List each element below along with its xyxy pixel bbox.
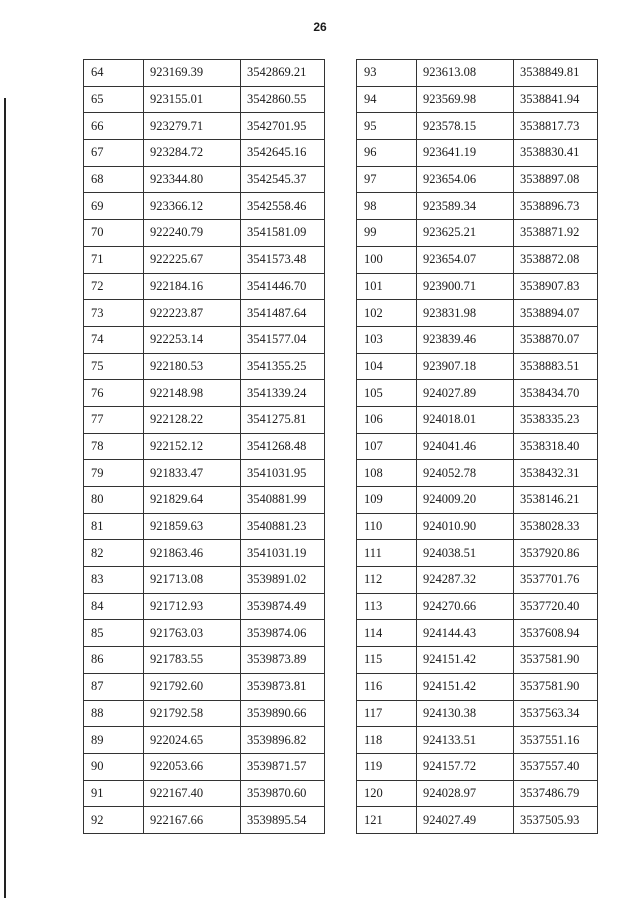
table-row <box>357 620 598 647</box>
point-number-cell: 90 <box>84 753 144 780</box>
table-row <box>357 727 598 754</box>
table-row <box>357 647 598 674</box>
y-coordinate-cell: 3539890.66 <box>241 700 325 727</box>
x-coordinate-cell: 923641.19 <box>417 140 514 167</box>
y-coordinate-cell: 3539873.89 <box>241 647 325 674</box>
y-coordinate-cell: 3539895.54 <box>241 807 325 834</box>
table-row <box>357 406 598 433</box>
y-coordinate-cell: 3542645.16 <box>241 140 325 167</box>
x-coordinate-cell: 921859.63 <box>144 513 241 540</box>
table-row <box>357 246 598 273</box>
table-row <box>84 220 325 247</box>
point-number-cell: 111 <box>357 540 417 567</box>
x-coordinate-cell: 924027.49 <box>417 807 514 834</box>
point-number-cell: 86 <box>84 647 144 674</box>
x-coordinate-cell: 922225.67 <box>144 246 241 273</box>
y-coordinate-cell: 3542701.95 <box>241 113 325 140</box>
point-number-cell: 89 <box>84 727 144 754</box>
table-row <box>357 60 598 87</box>
y-coordinate-cell: 3542860.55 <box>241 86 325 113</box>
point-number-cell: 109 <box>357 487 417 514</box>
table-row <box>84 593 325 620</box>
point-number-cell: 75 <box>84 353 144 380</box>
point-number-cell: 115 <box>357 647 417 674</box>
y-coordinate-cell: 3541355.25 <box>241 353 325 380</box>
x-coordinate-cell: 921792.60 <box>144 673 241 700</box>
point-number-cell: 71 <box>84 246 144 273</box>
point-number-cell: 116 <box>357 673 417 700</box>
point-number-cell: 78 <box>84 433 144 460</box>
y-coordinate-cell: 3537581.90 <box>514 673 598 700</box>
point-number-cell: 112 <box>357 567 417 594</box>
table-row <box>357 300 598 327</box>
table-row <box>357 753 598 780</box>
y-coordinate-cell: 3538830.41 <box>514 140 598 167</box>
x-coordinate-cell: 923169.39 <box>144 60 241 87</box>
x-coordinate-cell: 921783.55 <box>144 647 241 674</box>
table-row <box>84 300 325 327</box>
table-row <box>84 460 325 487</box>
x-coordinate-cell: 923578.15 <box>417 113 514 140</box>
table-row <box>357 193 598 220</box>
table-row <box>357 540 598 567</box>
point-number-cell: 64 <box>84 60 144 87</box>
point-number-cell: 66 <box>84 113 144 140</box>
y-coordinate-cell: 3541275.81 <box>241 406 325 433</box>
table-row <box>84 567 325 594</box>
point-number-cell: 93 <box>357 60 417 87</box>
y-coordinate-cell: 3541573.48 <box>241 246 325 273</box>
x-coordinate-cell: 924144.43 <box>417 620 514 647</box>
y-coordinate-cell: 3538907.83 <box>514 273 598 300</box>
y-coordinate-cell: 3537920.86 <box>514 540 598 567</box>
y-coordinate-cell: 3538146.21 <box>514 487 598 514</box>
table-row <box>357 166 598 193</box>
x-coordinate-cell: 924157.72 <box>417 753 514 780</box>
x-coordinate-cell: 921763.03 <box>144 620 241 647</box>
x-coordinate-cell: 922184.16 <box>144 273 241 300</box>
table-row <box>357 567 598 594</box>
y-coordinate-cell: 3539871.57 <box>241 753 325 780</box>
point-number-cell: 106 <box>357 406 417 433</box>
y-coordinate-cell: 3538883.51 <box>514 353 598 380</box>
x-coordinate-cell: 922180.53 <box>144 353 241 380</box>
table-row <box>357 433 598 460</box>
x-coordinate-cell: 924028.97 <box>417 780 514 807</box>
x-coordinate-cell: 922223.87 <box>144 300 241 327</box>
table-row <box>357 673 598 700</box>
y-coordinate-cell: 3539891.02 <box>241 567 325 594</box>
table-row <box>84 193 325 220</box>
point-number-cell: 67 <box>84 140 144 167</box>
point-number-cell: 96 <box>357 140 417 167</box>
y-coordinate-cell: 3538434.70 <box>514 380 598 407</box>
y-coordinate-cell: 3537563.34 <box>514 700 598 727</box>
point-number-cell: 79 <box>84 460 144 487</box>
point-number-cell: 92 <box>84 807 144 834</box>
table-row <box>84 700 325 727</box>
point-number-cell: 114 <box>357 620 417 647</box>
point-number-cell: 110 <box>357 513 417 540</box>
table-row <box>84 727 325 754</box>
table-row <box>84 807 325 834</box>
table-row <box>84 380 325 407</box>
y-coordinate-cell: 3541268.48 <box>241 433 325 460</box>
x-coordinate-cell: 924038.51 <box>417 540 514 567</box>
y-coordinate-cell: 3538028.33 <box>514 513 598 540</box>
x-coordinate-cell: 923344.80 <box>144 166 241 193</box>
y-coordinate-cell: 3537486.79 <box>514 780 598 807</box>
y-coordinate-cell: 3539870.60 <box>241 780 325 807</box>
table-row <box>357 273 598 300</box>
table-row <box>84 433 325 460</box>
coordinates-table-left <box>83 59 325 834</box>
table-row <box>357 140 598 167</box>
table-row <box>357 487 598 514</box>
point-number-cell: 82 <box>84 540 144 567</box>
y-coordinate-cell: 3538871.92 <box>514 220 598 247</box>
x-coordinate-cell: 923589.34 <box>417 193 514 220</box>
y-coordinate-cell: 3538841.94 <box>514 86 598 113</box>
coordinates-table-right <box>356 59 598 834</box>
table-row <box>357 593 598 620</box>
point-number-cell: 76 <box>84 380 144 407</box>
table-row <box>84 140 325 167</box>
x-coordinate-cell: 923284.72 <box>144 140 241 167</box>
point-number-cell: 107 <box>357 433 417 460</box>
x-coordinate-cell: 922240.79 <box>144 220 241 247</box>
point-number-cell: 80 <box>84 487 144 514</box>
y-coordinate-cell: 3538894.07 <box>514 300 598 327</box>
x-coordinate-cell: 923279.71 <box>144 113 241 140</box>
table-row <box>84 273 325 300</box>
table-row <box>84 647 325 674</box>
x-coordinate-cell: 924009.20 <box>417 487 514 514</box>
point-number-cell: 69 <box>84 193 144 220</box>
table-row <box>84 166 325 193</box>
point-number-cell: 95 <box>357 113 417 140</box>
point-number-cell: 99 <box>357 220 417 247</box>
point-number-cell: 68 <box>84 166 144 193</box>
y-coordinate-cell: 3539874.06 <box>241 620 325 647</box>
point-number-cell: 100 <box>357 246 417 273</box>
point-number-cell: 105 <box>357 380 417 407</box>
point-number-cell: 77 <box>84 406 144 433</box>
x-coordinate-cell: 923625.21 <box>417 220 514 247</box>
table-row <box>84 326 325 353</box>
table-row <box>357 86 598 113</box>
scan-edge-line <box>4 98 6 898</box>
x-coordinate-cell: 923654.06 <box>417 166 514 193</box>
point-number-cell: 97 <box>357 166 417 193</box>
y-coordinate-cell: 3542558.46 <box>241 193 325 220</box>
table-row <box>357 807 598 834</box>
table-row <box>84 86 325 113</box>
point-number-cell: 91 <box>84 780 144 807</box>
x-coordinate-cell: 923900.71 <box>417 273 514 300</box>
table-row <box>84 60 325 87</box>
x-coordinate-cell: 924287.32 <box>417 567 514 594</box>
table-row <box>84 540 325 567</box>
x-coordinate-cell: 922148.98 <box>144 380 241 407</box>
x-coordinate-cell: 924151.42 <box>417 647 514 674</box>
x-coordinate-cell: 923907.18 <box>417 353 514 380</box>
x-coordinate-cell: 924133.51 <box>417 727 514 754</box>
x-coordinate-cell: 922253.14 <box>144 326 241 353</box>
point-number-cell: 84 <box>84 593 144 620</box>
x-coordinate-cell: 921713.08 <box>144 567 241 594</box>
y-coordinate-cell: 3541581.09 <box>241 220 325 247</box>
x-coordinate-cell: 923155.01 <box>144 86 241 113</box>
point-number-cell: 72 <box>84 273 144 300</box>
point-number-cell: 85 <box>84 620 144 647</box>
x-coordinate-cell: 922024.65 <box>144 727 241 754</box>
point-number-cell: 120 <box>357 780 417 807</box>
point-number-cell: 88 <box>84 700 144 727</box>
point-number-cell: 94 <box>357 86 417 113</box>
y-coordinate-cell: 3541339.24 <box>241 380 325 407</box>
point-number-cell: 118 <box>357 727 417 754</box>
point-number-cell: 81 <box>84 513 144 540</box>
y-coordinate-cell: 3538870.07 <box>514 326 598 353</box>
table-row <box>84 487 325 514</box>
table-row <box>84 673 325 700</box>
y-coordinate-cell: 3538335.23 <box>514 406 598 433</box>
table-row <box>357 113 598 140</box>
x-coordinate-cell: 923366.12 <box>144 193 241 220</box>
x-coordinate-cell: 924018.01 <box>417 406 514 433</box>
table-row <box>357 353 598 380</box>
point-number-cell: 74 <box>84 326 144 353</box>
x-coordinate-cell: 924010.90 <box>417 513 514 540</box>
x-coordinate-cell: 921829.64 <box>144 487 241 514</box>
y-coordinate-cell: 3541446.70 <box>241 273 325 300</box>
table-row <box>84 353 325 380</box>
x-coordinate-cell: 924130.38 <box>417 700 514 727</box>
y-coordinate-cell: 3541031.95 <box>241 460 325 487</box>
table-row <box>357 780 598 807</box>
x-coordinate-cell: 921863.46 <box>144 540 241 567</box>
x-coordinate-cell: 924041.46 <box>417 433 514 460</box>
point-number-cell: 83 <box>84 567 144 594</box>
y-coordinate-cell: 3538897.08 <box>514 166 598 193</box>
y-coordinate-cell: 3541577.04 <box>241 326 325 353</box>
y-coordinate-cell: 3537505.93 <box>514 807 598 834</box>
y-coordinate-cell: 3539873.81 <box>241 673 325 700</box>
y-coordinate-cell: 3540881.99 <box>241 487 325 514</box>
point-number-cell: 119 <box>357 753 417 780</box>
point-number-cell: 73 <box>84 300 144 327</box>
point-number-cell: 98 <box>357 193 417 220</box>
y-coordinate-cell: 3537720.40 <box>514 593 598 620</box>
table-row <box>84 246 325 273</box>
x-coordinate-cell: 922167.40 <box>144 780 241 807</box>
x-coordinate-cell: 923613.08 <box>417 60 514 87</box>
y-coordinate-cell: 3538849.81 <box>514 60 598 87</box>
table-row <box>357 700 598 727</box>
point-number-cell: 104 <box>357 353 417 380</box>
y-coordinate-cell: 3537551.16 <box>514 727 598 754</box>
table-row <box>357 513 598 540</box>
table-row <box>357 220 598 247</box>
x-coordinate-cell: 923839.46 <box>417 326 514 353</box>
y-coordinate-cell: 3538318.40 <box>514 433 598 460</box>
table-row <box>84 406 325 433</box>
table-row <box>357 326 598 353</box>
x-coordinate-cell: 921833.47 <box>144 460 241 487</box>
y-coordinate-cell: 3537608.94 <box>514 620 598 647</box>
x-coordinate-cell: 922167.66 <box>144 807 241 834</box>
point-number-cell: 101 <box>357 273 417 300</box>
y-coordinate-cell: 3539874.49 <box>241 593 325 620</box>
point-number-cell: 102 <box>357 300 417 327</box>
y-coordinate-cell: 3538872.08 <box>514 246 598 273</box>
point-number-cell: 108 <box>357 460 417 487</box>
point-number-cell: 121 <box>357 807 417 834</box>
table-row <box>84 753 325 780</box>
y-coordinate-cell: 3538896.73 <box>514 193 598 220</box>
x-coordinate-cell: 923569.98 <box>417 86 514 113</box>
table-row <box>84 620 325 647</box>
x-coordinate-cell: 923654.07 <box>417 246 514 273</box>
x-coordinate-cell: 924270.66 <box>417 593 514 620</box>
point-number-cell: 117 <box>357 700 417 727</box>
y-coordinate-cell: 3539896.82 <box>241 727 325 754</box>
y-coordinate-cell: 3540881.23 <box>241 513 325 540</box>
y-coordinate-cell: 3542869.21 <box>241 60 325 87</box>
x-coordinate-cell: 923831.98 <box>417 300 514 327</box>
page-number: 26 <box>313 20 327 34</box>
point-number-cell: 87 <box>84 673 144 700</box>
table-row <box>357 380 598 407</box>
point-number-cell: 70 <box>84 220 144 247</box>
x-coordinate-cell: 921712.93 <box>144 593 241 620</box>
x-coordinate-cell: 924027.89 <box>417 380 514 407</box>
x-coordinate-cell: 922053.66 <box>144 753 241 780</box>
table-row <box>84 513 325 540</box>
y-coordinate-cell: 3541031.19 <box>241 540 325 567</box>
y-coordinate-cell: 3537701.76 <box>514 567 598 594</box>
y-coordinate-cell: 3538817.73 <box>514 113 598 140</box>
point-number-cell: 65 <box>84 86 144 113</box>
table-row <box>84 780 325 807</box>
x-coordinate-cell: 922152.12 <box>144 433 241 460</box>
point-number-cell: 103 <box>357 326 417 353</box>
y-coordinate-cell: 3542545.37 <box>241 166 325 193</box>
x-coordinate-cell: 924052.78 <box>417 460 514 487</box>
y-coordinate-cell: 3537581.90 <box>514 647 598 674</box>
y-coordinate-cell: 3537557.40 <box>514 753 598 780</box>
x-coordinate-cell: 924151.42 <box>417 673 514 700</box>
y-coordinate-cell: 3541487.64 <box>241 300 325 327</box>
y-coordinate-cell: 3538432.31 <box>514 460 598 487</box>
table-row <box>84 113 325 140</box>
table-row <box>357 460 598 487</box>
x-coordinate-cell: 921792.58 <box>144 700 241 727</box>
x-coordinate-cell: 922128.22 <box>144 406 241 433</box>
point-number-cell: 113 <box>357 593 417 620</box>
